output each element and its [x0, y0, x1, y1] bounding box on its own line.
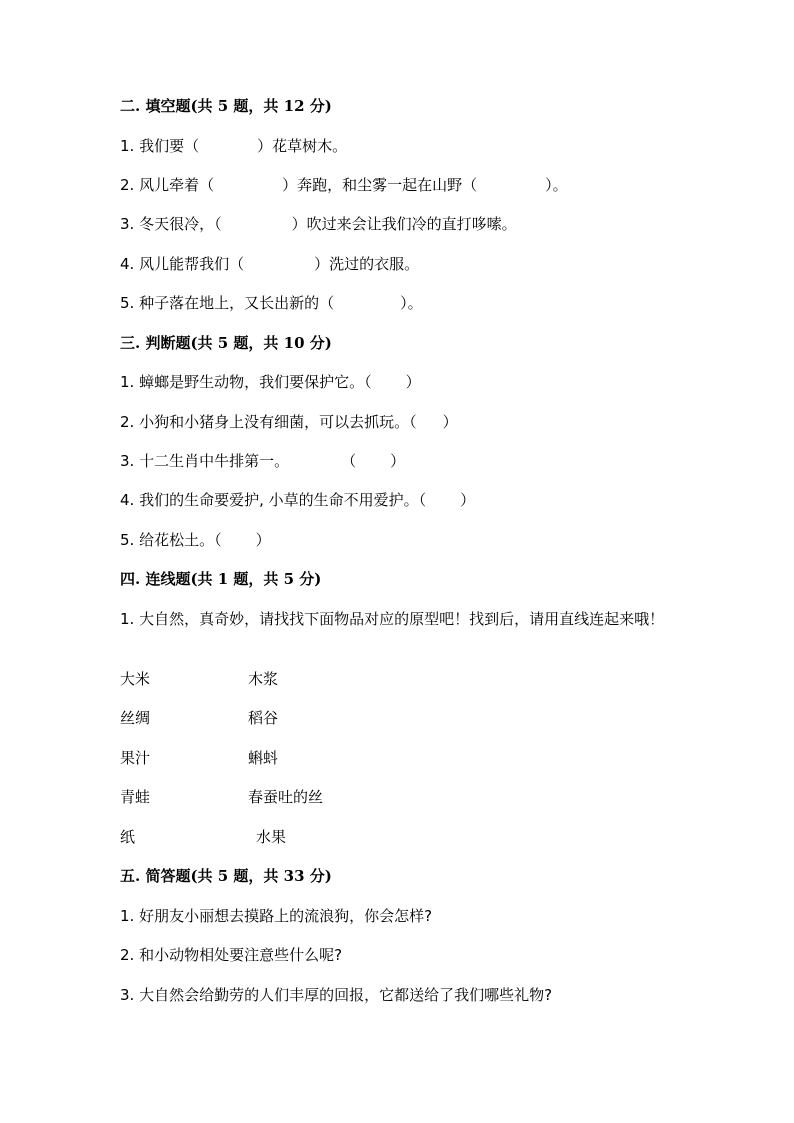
match-left-item[interactable]: 丝绸	[120, 709, 151, 727]
fill-q4-text-b: ）洗过的衣服。	[314, 255, 420, 273]
fill-question-1	[120, 136, 347, 156]
fill-q5-text-a: 5. 种子落在地上，又长出新的（	[120, 294, 335, 312]
fill-q1-text-a: 1. 我们要（	[120, 137, 200, 155]
judge-q2-close: ）	[442, 413, 458, 431]
judge-question-4	[120, 490, 475, 510]
judge-question-5	[120, 530, 271, 550]
match-right-item[interactable]: 木浆	[248, 670, 279, 688]
match-left-item[interactable]: 果汁	[120, 749, 151, 767]
fill-q1-text-b: ）花草树木。	[257, 137, 348, 155]
short-question-3: 3. 大自然会给勤劳的人们丰厚的回报，它都送给了我们哪些礼物?	[120, 986, 553, 1004]
fill-q5-text-b: ）。	[400, 294, 423, 312]
judge-q3-text: 3. 十二生肖中牛排第一。	[120, 452, 290, 470]
judge-q3-close: ）	[390, 452, 406, 470]
judge-q5-close: ）	[255, 531, 271, 549]
fill-heading: 二. 填空题(共 5 题，共 12 分)	[120, 97, 332, 115]
match-question: 1. 大自然，真奇妙，请找找下面物品对应的原型吧！找到后，请用直线连起来哦！	[120, 610, 665, 628]
fill-question-4	[120, 254, 419, 274]
short-heading: 五. 简答题(共 5 题，共 33 分)	[120, 867, 332, 885]
judge-question-3	[120, 451, 405, 471]
fill-q2-text-a: 2. 风儿牵着（	[120, 176, 215, 194]
match-left-item[interactable]: 青蛙	[120, 788, 151, 806]
short-question-2: 2. 和小动物相处要注意些什么呢?	[120, 946, 343, 964]
fill-q2-text-c: ）。	[545, 176, 568, 194]
judge-question-2	[120, 412, 458, 432]
match-heading: 四. 连线题(共 1 题，共 5 分)	[120, 570, 322, 588]
match-right-item[interactable]: 稻谷	[248, 709, 279, 727]
fill-question-5	[120, 293, 423, 313]
judge-heading: 三. 判断题(共 5 题，共 10 分)	[120, 334, 332, 352]
match-right-item[interactable]: 春蚕吐的丝	[248, 788, 324, 806]
fill-question-3	[120, 214, 517, 234]
match-right-item[interactable]: 蝌蚪	[248, 749, 279, 767]
fill-q4-text-a: 4. 风儿能帮我们（	[120, 255, 245, 273]
judge-q1-text: 1. 蟑螂是野生动物，我们要保护它。（	[120, 373, 372, 391]
match-right-item[interactable]: 水果	[256, 828, 287, 846]
judge-q2-text: 2. 小狗和小猪身上没有细菌，可以去抓玩。（	[120, 413, 417, 431]
judge-q1-close: ）	[405, 373, 421, 391]
judge-q5-text: 5. 给花松土。（	[120, 531, 222, 549]
judge-q4-close: ）	[460, 491, 476, 509]
judge-question-1	[120, 372, 421, 392]
judge-q3-open: （	[341, 452, 357, 470]
match-left-item[interactable]: 纸	[120, 828, 136, 846]
fill-q2-text-b: ）奔跑，和尘雾一起在山野（	[282, 176, 478, 194]
match-left-item[interactable]: 大米	[120, 670, 151, 688]
fill-q3-text-a: 3. 冬天很冷，（	[120, 215, 222, 233]
fill-q3-text-b: ）吹过来会让我们冷的直打哆嗦。	[291, 215, 517, 233]
short-question-1: 1. 好朋友小丽想去摸路上的流浪狗，你会怎样?	[120, 907, 433, 925]
fill-question-2	[120, 175, 568, 195]
judge-q4-text: 4. 我们的生命要爱护, 小草的生命不用爱护。（	[120, 491, 427, 509]
